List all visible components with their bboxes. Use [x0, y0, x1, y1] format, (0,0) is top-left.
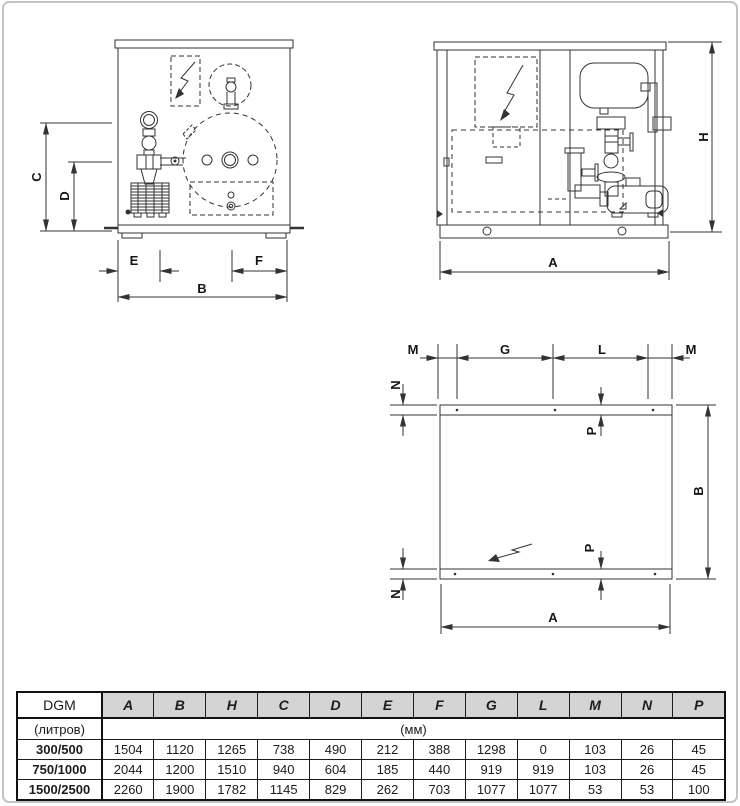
dim-label-D: D: [57, 191, 72, 201]
value-cell: 1145: [258, 780, 310, 801]
value-cell: 103: [569, 760, 621, 780]
dim-label-G: G: [499, 342, 511, 357]
value-cell: 1900: [154, 780, 206, 801]
dim-label-B-top: B: [691, 486, 706, 496]
dim-label-B-side: B: [197, 281, 207, 296]
dim-header-cell: A: [102, 692, 154, 718]
front-view-drawing: [434, 42, 722, 280]
value-cell: 103: [569, 740, 621, 760]
value-cell: 604: [310, 760, 362, 780]
lightning-icon: [175, 62, 195, 99]
dim-label-P-bottom: P: [582, 543, 597, 553]
dim-label-L: L: [598, 342, 606, 357]
value-cell: 2044: [102, 760, 154, 780]
value-cell: 703: [413, 780, 465, 801]
dim-header-cell: G: [465, 692, 517, 718]
value-cell: 53: [569, 780, 621, 801]
model-cell: 300/500: [17, 740, 102, 760]
value-cell: 262: [362, 780, 414, 801]
dim-label-H: H: [696, 132, 711, 142]
dim-header-cell: H: [206, 692, 258, 718]
dim-header-cell: D: [310, 692, 362, 718]
cabinet: [104, 40, 304, 238]
value-cell: 440: [413, 760, 465, 780]
dimensions-table: [16, 691, 726, 801]
dim-label-M-left: M: [407, 342, 419, 357]
electric-box: [452, 57, 623, 212]
model-header-cell: DGM: [17, 692, 102, 718]
value-cell: 1782: [206, 780, 258, 801]
dim-header-cell: F: [413, 692, 465, 718]
unit-label-cell: (литров): [17, 718, 102, 740]
dim-label-A-top: A: [548, 610, 558, 625]
value-cell: 829: [310, 780, 362, 801]
unit-value-cell: (мм): [102, 718, 725, 740]
unit-row: [17, 718, 725, 740]
expansion-tank: [580, 63, 648, 114]
value-cell: 738: [258, 740, 310, 760]
dim-label-N-bottom: N: [388, 589, 403, 599]
value-cell: 2260: [102, 780, 154, 801]
dim-header-cell: N: [621, 692, 673, 718]
value-cell: 1200: [154, 760, 206, 780]
dim-header-cell: L: [517, 692, 569, 718]
value-cell: 919: [517, 760, 569, 780]
value-cell: 919: [465, 760, 517, 780]
value-cell: 1077: [465, 780, 517, 801]
dim-label-F: F: [255, 253, 263, 268]
dim-label-M-right: M: [685, 342, 697, 357]
electric-box: [171, 56, 200, 106]
value-cell: 0: [517, 740, 569, 760]
lightning-icon: [488, 544, 532, 562]
table-header-row: [17, 692, 725, 718]
value-cell: 1510: [206, 760, 258, 780]
lightning-icon: [500, 65, 523, 121]
dim-header-cell: C: [258, 692, 310, 718]
piping-assembly: [548, 83, 671, 217]
value-cell: 212: [362, 740, 414, 760]
dim-header-cell: P: [673, 692, 725, 718]
value-cell: 388: [413, 740, 465, 760]
value-cell: 26: [621, 740, 673, 760]
dim-header-cell: B: [154, 692, 206, 718]
pump-assembly: [126, 112, 187, 218]
model-cell: 750/1000: [17, 760, 102, 780]
table-row: [17, 780, 725, 801]
model-cell: 1500/2500: [17, 780, 102, 801]
dim-label-A-front: A: [548, 255, 558, 270]
value-cell: 1298: [465, 740, 517, 760]
dim-label-N-top: N: [388, 380, 403, 390]
base-plate: [440, 405, 672, 579]
dim-label-C: C: [29, 172, 44, 182]
value-cell: 45: [673, 760, 725, 780]
value-cell: 940: [258, 760, 310, 780]
pulley: [209, 64, 251, 109]
value-cell: 1265: [206, 740, 258, 760]
tank-end-view: [183, 113, 277, 215]
value-cell: 45: [673, 740, 725, 760]
value-cell: 490: [310, 740, 362, 760]
value-cell: 100: [673, 780, 725, 801]
top-view-drawing: [390, 344, 716, 634]
dim-header-cell: E: [362, 692, 414, 718]
dim-label-E: E: [129, 253, 139, 268]
value-cell: 1120: [154, 740, 206, 760]
dim-header-cell: M: [569, 692, 621, 718]
table-row: [17, 760, 725, 780]
value-cell: 185: [362, 760, 414, 780]
value-cell: 53: [621, 780, 673, 801]
value-cell: 1077: [517, 780, 569, 801]
value-cell: 26: [621, 760, 673, 780]
table-row: [17, 740, 725, 760]
pump-ribs: [131, 183, 169, 213]
top-view-dimensions: [390, 344, 716, 634]
dim-label-P-top: P: [584, 426, 599, 436]
value-cell: 1504: [102, 740, 154, 760]
